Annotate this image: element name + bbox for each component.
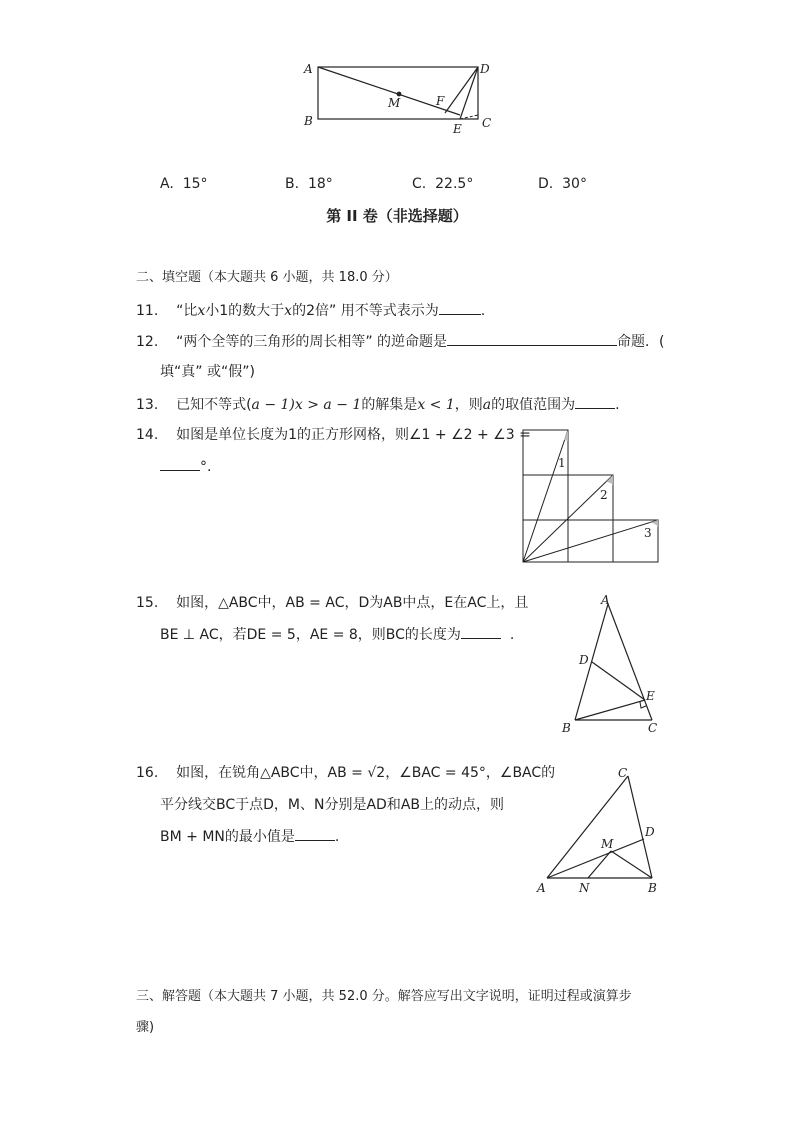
label-C: C xyxy=(482,116,492,130)
label-E: E xyxy=(453,122,462,136)
question-12-cont: 填“真” 或“假”) xyxy=(160,364,255,380)
question-12 xyxy=(136,331,665,352)
q11-text-1: “比 xyxy=(176,303,198,319)
label-F: F xyxy=(436,94,445,108)
choice-c xyxy=(412,174,473,194)
choice-b-value: 18° xyxy=(307,176,333,192)
section-heading-fill-in: 二、填空题（本大题共 6 小题，共 18.0 分） xyxy=(136,270,398,285)
question-16-cont-2 xyxy=(160,826,339,847)
q14-text-1: 如图是单位长度为1的正方形网格，则∠1 + ∠2 + ∠3 = xyxy=(176,427,531,443)
answer-blank[interactable] xyxy=(447,331,617,346)
q13-math-2: x < 1 xyxy=(417,397,455,413)
q13-text-3: ，则 xyxy=(454,397,483,413)
section-heading-solutions-cont: 骤) xyxy=(136,1020,155,1035)
figure-square-grid xyxy=(520,427,660,567)
figure-isosceles-triangle xyxy=(555,592,665,737)
q13-text-1: 已知不等式( xyxy=(176,397,252,413)
question-15 xyxy=(136,593,528,613)
figure-acute-triangle xyxy=(530,762,670,897)
q11-text-4: . xyxy=(480,303,486,319)
answer-blank[interactable] xyxy=(461,624,501,639)
angle-label-3: 3 xyxy=(644,526,652,540)
choice-d-value: 30° xyxy=(562,176,587,192)
question-number: 16. xyxy=(136,765,159,781)
answer-blank[interactable] xyxy=(295,826,335,841)
angle-label-2: 2 xyxy=(600,488,608,502)
label-B: B xyxy=(304,114,313,128)
q16-text-1: 如图，在锐角△ABC中，AB = √2，∠BAC = 45°，∠BAC的 xyxy=(176,765,556,781)
label-B: B xyxy=(648,881,657,895)
answer-blank[interactable] xyxy=(439,300,481,315)
section-heading-solutions: 三、解答题（本大题共 7 小题，共 52.0 分。解答应写出文字说明，证明过程或演算步 xyxy=(136,989,632,1004)
q16-text-4: . xyxy=(334,829,340,845)
question-number: 13. xyxy=(136,397,159,413)
label-A: A xyxy=(601,593,610,607)
q11-var-x2: x xyxy=(284,303,293,319)
q13-text-5: . xyxy=(615,397,620,413)
label-B: B xyxy=(562,721,571,735)
question-16-cont-1: 平分线交BC于点D，M、N分别是AD和AB上的动点，则 xyxy=(160,797,505,813)
label-M: M xyxy=(601,837,614,851)
label-D: D xyxy=(480,62,490,76)
question-16 xyxy=(136,763,555,783)
choice-d xyxy=(538,174,587,194)
q16-text-3: BM + MN的最小值是 xyxy=(160,829,295,845)
question-number: 14. xyxy=(136,427,159,443)
label-A: A xyxy=(537,881,546,895)
q11-text-3: 的2倍” 用不等式表示为 xyxy=(292,303,439,319)
q13-text-4: 的取值范围为 xyxy=(491,397,576,413)
figure-rectangle-abcd xyxy=(290,55,520,140)
choice-a-letter: A. xyxy=(160,176,174,192)
q11-text-2: 小1的数大于 xyxy=(205,303,285,319)
label-D: D xyxy=(579,653,589,667)
answer-blank[interactable] xyxy=(160,456,200,471)
choice-a xyxy=(160,174,208,194)
question-14-cont xyxy=(160,456,211,477)
choice-c-letter: C. xyxy=(412,176,427,192)
angle-label-1: 1 xyxy=(558,456,566,470)
q13-math-3: a xyxy=(482,397,492,413)
choice-d-letter: D. xyxy=(538,176,554,192)
q15-text-1: 如图，△ABC中，AB = AC，D为AB中点，E在AC上，且 xyxy=(176,595,529,611)
label-C: C xyxy=(618,766,628,780)
question-number: 11. xyxy=(136,303,159,319)
question-15-cont xyxy=(160,624,514,645)
q13-math-1: a − 1)x > a − 1 xyxy=(251,397,362,413)
question-number: 12. xyxy=(136,334,159,350)
label-M: M xyxy=(388,96,401,110)
question-14 xyxy=(136,425,531,445)
question-11 xyxy=(136,300,485,321)
label-E: E xyxy=(646,689,655,703)
q12-text-2: 命题．( xyxy=(617,334,665,350)
question-13 xyxy=(136,394,620,415)
q13-text-2: 的解集是 xyxy=(361,397,418,413)
q11-var-x: x xyxy=(197,303,206,319)
question-number: 15. xyxy=(136,595,159,611)
label-A: A xyxy=(304,62,313,76)
part-title: 第 II 卷（非选择题） xyxy=(326,207,468,225)
choice-b-letter: B. xyxy=(285,176,300,192)
label-D: D xyxy=(645,825,655,839)
choice-b xyxy=(285,174,333,194)
label-N: N xyxy=(579,881,590,895)
q15-text-2: BE ⊥ AC，若DE = 5，AE = 8，则BC的长度为 xyxy=(160,627,461,643)
choice-c-value: 22.5° xyxy=(435,176,474,192)
q14-text-2: °. xyxy=(200,459,212,475)
q15-text-3: . xyxy=(509,627,515,643)
q12-text-1: “两个全等的三角形的周长相等” 的逆命题是 xyxy=(176,334,448,350)
label-C: C xyxy=(648,721,658,735)
answer-blank[interactable] xyxy=(575,394,615,409)
choice-a-value: 15° xyxy=(182,176,208,192)
